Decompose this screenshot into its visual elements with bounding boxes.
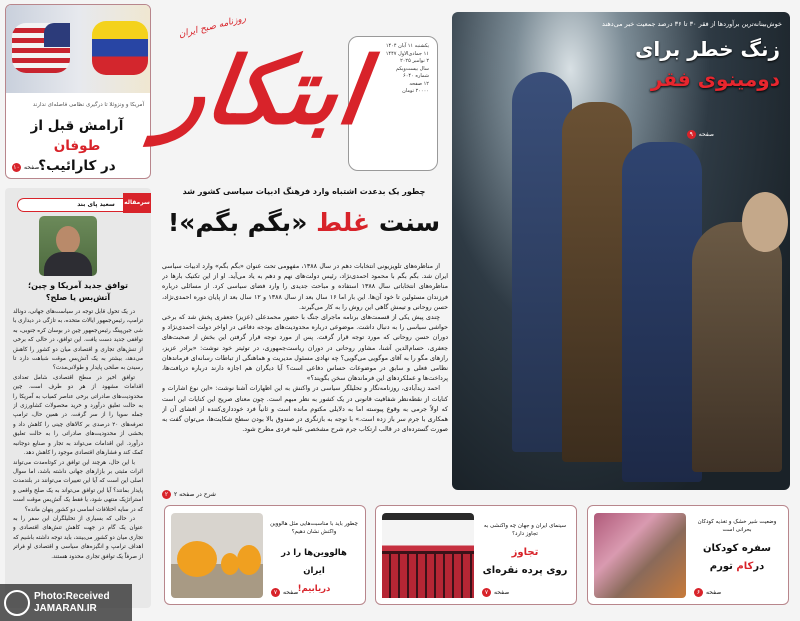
headline: سفره کودکان درکام تورم bbox=[703, 543, 771, 572]
lead-kicker: چطور یک بدعدت اشتباه وارد فرهنگ ادبیات سیاسی کشور شد bbox=[182, 187, 426, 196]
story-cinema[interactable] bbox=[375, 505, 577, 605]
page-ref[interactable]: ۷ صفحه bbox=[271, 588, 298, 597]
editorial[interactable] bbox=[5, 188, 151, 608]
tagline: روزنامه صبح ایران bbox=[177, 13, 248, 41]
cover-kicker: خوش‌بینانه‌ترین برآوردها از فقر ۳۰ تا ۳۶ درصد جمعیت خبر می‌دهند bbox=[602, 20, 782, 28]
kicker: آمریکا و ونزوئلا تا درگیری نظامی فاصله‌ای ندارند bbox=[32, 102, 144, 108]
pumpkin-photo bbox=[171, 513, 263, 598]
cinema-photo bbox=[382, 513, 474, 598]
headline: تجاوز روی پرده نقره‌ای bbox=[482, 547, 568, 576]
logo: ابتکار bbox=[154, 37, 372, 145]
cover-story[interactable] bbox=[452, 12, 790, 490]
editorial-headline: توافق جدید آمریکا و چین؛ آتش‌بس یا صلح؟ bbox=[27, 281, 129, 302]
kicker: چطور باید با مناسبت‌هایی مثل هالووین واکنش نشان دهیم؟ bbox=[270, 521, 358, 535]
headline: آرامش قبل از طوفان در کارائیب؟ bbox=[30, 118, 124, 174]
jamaran-logo-icon bbox=[4, 590, 30, 616]
kicker: سینمای ایران و جهان چه واکنشی به تجاوز دارد؟ bbox=[483, 523, 567, 537]
headline: هالووین‌ها را در ایران دریابیم! bbox=[281, 548, 347, 594]
lead-headline: سنت غلط «بگم بگم»! bbox=[167, 208, 441, 237]
lead-body: از مناظره‌های تلویزیونی انتخابات دهم در سال ۱۳۸۸، مفهومی تحت عنوان «بگم بگم» وارد ادبیات سیاسی ایران شد. بگم بگم با محمود احمدی‌نژاد، رئیس دولت‌های نهم و دهم به یاد می‌آید. او از این تکنیک بارها در مناظره‌های انتخاباتی سال ۱۳۸۸ استفاده و مباحث جدیدی را وارد فضای سیاسی کرد. از مسائلی درباره فرزندان مسئولین تا خود آن‌ها. این بار اما ۱۶ سال بعد از سال ۱۳۸۸ و ۱۲ سال بعد از پایان دوره احمدی‌نژاد، حسن روحانی و تیمش گاهی این روش را به کار می‌گیرند. چندی پیش یکی از قسمت‌های برنامه ماجرای جنگ با حضور محمدعلی (عزیز) جعفری پخش شد که برخی حواشی سیاسی را به دنبال داشت. موضوعی درباره محدودیت‌های بودجه دفاعی در اواخر دولت احمدی‌نژاد و دوران حسن روحانی که مورد توجه قرار گرفت. پس از مورد توجه قرار گرفتن این بخش از صحبت‌های جعفری، حسام‌الدین آشنا، مشاور روحانی در دوران ریاست‌جمهوری، در توئیتر خود نوشت: «برادر عزیز، رازهای مگو را به آقای موگویی می‌گویی؟ چه نهادی مسئول مدیریت و هماهنگی از تباطات رسانه‌ای فرماندهان نظامی فعلی و سابق در موضوعات حساس دفاعی است؟ آیا دیگران هم اجازه دارند درباره دریافت‌ها، پرداخت‌ها و عملکردهای این فرماندهان سخن بگویند؟» احمد زیدآبادی، روزنامه‌نگار و تحلیلگر سیاسی در واکنش به این اظهارات آشنا نوشت: «این نوع اشارات و کنایات از نقطه‌نظر شفافیت قانونی در یک کشور به نظر مبهم است. چون معنای صریح این کنایات این است که اولاً جرمی به وقوع پیوسته اما به دلایلی مکتوم مانده است و ثانیاً فرد خودداری‌کننده از افشای آن از همکاری با جرم سر باز زده است.» با توجه به بازنگری در صندوق بالا بودن سطح شکایت‌ها، می‌توان گفت به صورت گسترده‌ای در قالب ارتکاب جرم شرح مشخصی علیه فردی مطرح شود. bbox=[162, 263, 448, 434]
editorial-body: در یک تحول قابل توجه در سیاست‌های جهانی، دونالد ترامپ، رئیس‌جمهور ایالات متحده، به تازگی در دیداری با شی جین‌پینگ رئیس‌جمهور چین در بوسان کره جنوبی، به توافقی جدید دست یافت. این توافق، در حالی که برخی از تنش‌های تجاری و اقتصادی میان دو کشور را کاهش می‌دهد، بیشتر به یک آتش‌بس موقت شباهت دارد تا رسیدن به صلحی پایدار و طولانی‌مدت؟ توافق اخیر در سطح اقتصادی، شامل تعدادی اقدامات مشهود از هر دو طرف است. چین محدودیت‌های صادراتی برخی عناصر کمیاب به آمریکا را به حالت تعلیق درآورد و خرید محصولات کشاورزی از جمله سویا را از سر گرفت. در همین حال، ترامپ تعرفه‌های ۲۰ درصدی بر کالاهای چینی را کاهش داد و بخشی از محدودیت‌های صادراتی را به حالت تعلیق درآورد. این اقدامات می‌تواند به تجار و صنایع دوجانبه کمک کند و فشارهای اقتصادی موجود را کاهش دهد. با این حال، هرچند این توافق در کوتاه‌مدت می‌تواند اثرات مثبتی بر بازارهای جهانی داشته باشد، اما سوال اصلی این است که آیا این تغییرات می‌توانند در بلندمدت پایدار بمانند؟ آیا این توافق می‌تواند به یک صلح واقعی و استراتژیک منتهی شود، یا فقط یک آتش‌بس موقت است که در سایه اختلافات اساسی دو کشور پنهان مانده؟ در حالی که بسیاری از تحلیلگران این سفر را به عنوان یک گام در جهت کاهش تنش‌های اقتصادی و تجاری میان دو کشور می‌بینند، باید توجه داشته باشیم که اهداف ترامپ و انگیزه‌های سیاسی و اقتصادی او فراتر از صرفاً یک توافق تجاری محدود هستند. bbox=[13, 309, 143, 560]
venezuela-fist bbox=[92, 21, 148, 75]
cover-headline: زنگ خطر برای دومینوی فقر bbox=[635, 37, 780, 91]
editorial-badge: سرمقاله bbox=[123, 193, 151, 213]
cover-page-ref[interactable]: ۹ صفحه bbox=[687, 130, 714, 139]
watermark: Photo:Received JAMARAN.IR bbox=[0, 584, 132, 621]
author-label: سعید پای بند bbox=[17, 198, 145, 212]
author-photo bbox=[39, 216, 97, 276]
date-box: یکشنبه ۱۱ آبان ۱۴۰۴ ۱۱ جمادی‌الاول ۱۴۴۷ ۲ نوامبر ۲۰۲۵ سال بیست‌ویکم شماره ۶۰۴۰ ۱۲ صفحه ۲۰۰۰۰ تومان bbox=[348, 36, 438, 171]
children-photo bbox=[594, 513, 686, 598]
page-ref[interactable]: ۱۰ صفحه bbox=[13, 164, 40, 171]
story-halloween[interactable] bbox=[164, 505, 366, 605]
page-ref[interactable]: ۶ صفحه bbox=[694, 588, 721, 597]
kicker: وضعیت شیر خشک و تغذیه کودکان بحرانی است bbox=[697, 519, 777, 533]
usa-fist bbox=[12, 23, 70, 73]
lead-continued[interactable]: ۲ شرح در صفحه ۲ bbox=[162, 490, 216, 499]
fists-image bbox=[6, 5, 151, 93]
masthead bbox=[154, 4, 450, 184]
story-venezuela[interactable] bbox=[5, 4, 151, 179]
story-children[interactable] bbox=[587, 505, 789, 605]
page-ref[interactable]: ۷ صفحه bbox=[482, 588, 509, 597]
